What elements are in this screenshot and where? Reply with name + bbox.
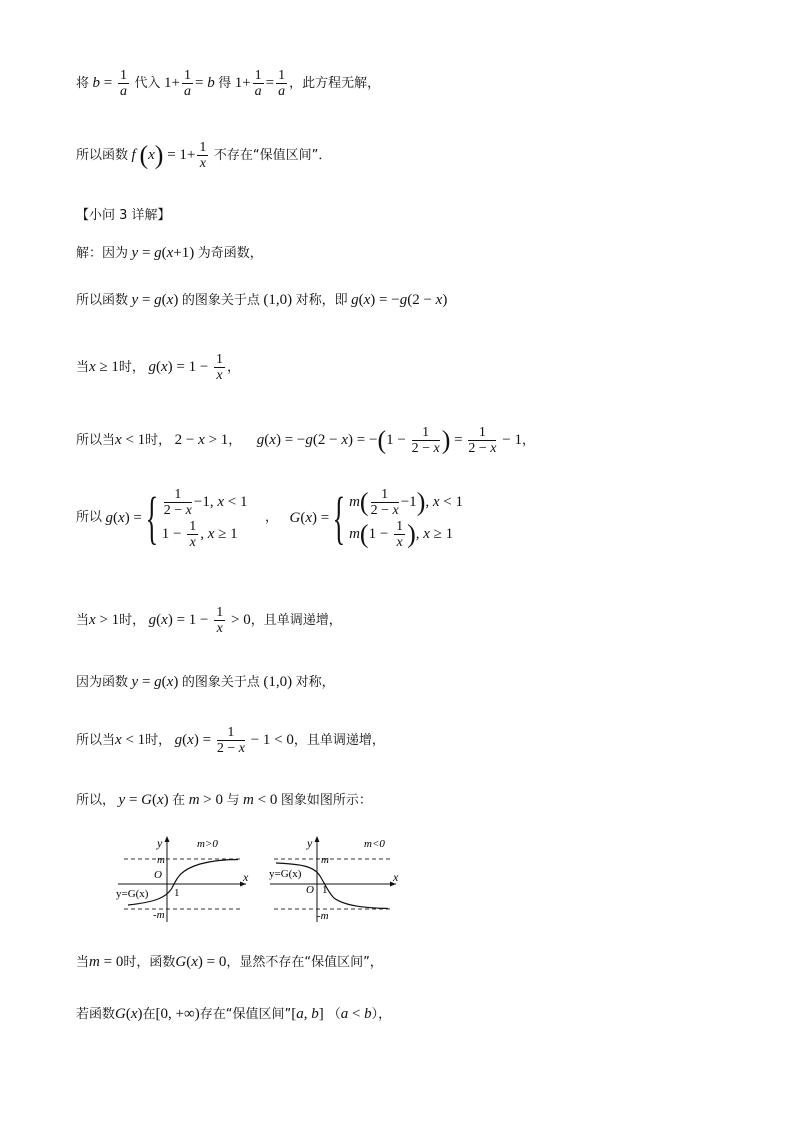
cases-G: m( $\frac{1}{2 - x}$ −1), x < 1 m(1 − $\frac{1}{x}$ ), x ≥ 1 xyxy=(349,487,463,551)
text: 对称， xyxy=(295,675,335,690)
text: （ xyxy=(327,1007,341,1022)
text-line-6 xyxy=(76,352,240,383)
m-label: m xyxy=(157,854,165,866)
text: 在 xyxy=(172,793,186,808)
math: 1+ $\frac{1}{a}$ = $\frac{1}{a}$ xyxy=(234,68,286,99)
math: a < b xyxy=(340,1006,372,1022)
text: ，且单调递增， xyxy=(293,732,385,748)
math: y = g(x+1) xyxy=(131,245,195,261)
graphs-figure xyxy=(110,826,410,926)
math: [0, +∞) xyxy=(155,1006,200,1022)
text: 当 xyxy=(76,955,90,970)
text: 时， xyxy=(145,432,172,448)
text-line-9 xyxy=(76,605,342,636)
text-line-5 xyxy=(76,290,447,311)
math: y = g(x) xyxy=(131,292,179,308)
text: 对称，即 xyxy=(295,293,348,308)
math: m > 0 xyxy=(188,792,223,808)
text: ， xyxy=(521,432,535,448)
curve-label: y=G(x) xyxy=(116,888,149,900)
condition-label: m<0 xyxy=(364,838,385,850)
text: ，且单调递增， xyxy=(250,612,342,628)
text: 所以函数 xyxy=(76,147,129,163)
math: g(x) = 1 − $\frac{1}{x}$ > 0 xyxy=(148,605,251,636)
text-line-7 xyxy=(76,425,535,456)
text: 与 xyxy=(226,793,240,808)
x-label: x xyxy=(243,870,249,884)
text: ， xyxy=(228,432,242,448)
text: 所以 xyxy=(76,510,103,525)
math: g(x) = xyxy=(105,510,142,526)
math: b = $\frac{1}{a}$ xyxy=(92,68,127,99)
math: y = g(x) xyxy=(131,674,179,690)
y-axis-arrow xyxy=(165,836,170,842)
text-line-4 xyxy=(76,243,263,264)
text: ，显然不存在“保值区间”， xyxy=(226,955,383,970)
text: 当 xyxy=(76,612,90,628)
neg-m-label: -m xyxy=(317,910,329,922)
text: 的图象关于点 xyxy=(181,293,260,308)
text: 为奇函数， xyxy=(197,246,263,261)
text: 的图象关于点 xyxy=(181,675,260,690)
text: 所以， xyxy=(76,793,116,808)
math: x < 1 xyxy=(115,431,146,448)
math: (1,0) xyxy=(263,674,293,690)
curve-label: y=G(x) xyxy=(269,868,302,880)
math: G(x) = xyxy=(289,510,330,526)
math: g(x) = 1 − $\frac{1}{x}$ xyxy=(148,352,224,383)
text: 【小问 3 详解】 xyxy=(76,208,171,223)
text: 所以当 xyxy=(76,432,116,448)
text-line-8 xyxy=(76,486,463,566)
text: 时， xyxy=(119,612,146,628)
text-line-2 xyxy=(76,140,331,171)
text-line-1 xyxy=(76,68,380,99)
math: g(x) = $\frac{1}{2 - x}$ − 1 < 0 xyxy=(174,725,294,756)
text: 因为函数 xyxy=(76,675,129,690)
math: x ≥ 1 xyxy=(89,358,119,375)
text-line-14 xyxy=(76,1004,391,1025)
text: 代入 xyxy=(134,75,161,91)
condition-label: m>0 xyxy=(197,838,218,850)
text-line-10 xyxy=(76,672,335,693)
math: g(x) = −g(2 − x) xyxy=(351,292,448,308)
math: 2 − x > 1 xyxy=(174,431,229,448)
text: 所以当 xyxy=(76,732,116,748)
text: 得 xyxy=(218,75,232,91)
text: 解：因为 xyxy=(76,246,129,261)
math: x > 1 xyxy=(89,611,120,628)
math: m < 0 xyxy=(243,792,278,808)
text: 若函数 xyxy=(76,1007,116,1022)
text: 将 xyxy=(76,75,90,91)
text: ）， xyxy=(371,1007,392,1022)
one-label: 1 xyxy=(174,887,180,899)
math: [a, b] xyxy=(291,1006,324,1022)
math: G(x) = 0 xyxy=(175,954,227,970)
text: 在 xyxy=(142,1007,156,1022)
neg-m-label: -m xyxy=(153,909,165,921)
text: 当 xyxy=(76,359,90,375)
text: 图象如图所示： xyxy=(280,793,372,808)
brace: { xyxy=(332,485,346,550)
text: ， xyxy=(264,510,278,525)
math: m = 0 xyxy=(89,954,124,970)
text: ， xyxy=(227,359,241,375)
section-heading xyxy=(76,206,171,226)
origin-label: O xyxy=(306,884,314,896)
y-axis-arrow xyxy=(315,836,320,842)
m-label: m xyxy=(321,854,329,866)
math: (1,0) xyxy=(263,292,293,308)
text: 不存在“保值区间”． xyxy=(213,147,332,163)
math: g(x) = −g(2 − x) = −(1 − $\frac{1}{2 - x}$ ) = $\frac{1}{2 - x}$ − 1 xyxy=(256,425,522,456)
graph-left xyxy=(116,836,249,922)
math: 1+ $\frac{1}{a}$ = b xyxy=(164,68,215,99)
text-line-12 xyxy=(76,790,372,811)
text: 所以函数 xyxy=(76,293,129,308)
math: G(x) xyxy=(115,1006,143,1022)
cases-g: $\frac{1}{2 - x}$ −1, x < 1 1 − $\frac{1}{x}$ , x ≥ 1 xyxy=(161,487,248,551)
text-line-11 xyxy=(76,725,385,756)
graph-right xyxy=(269,836,399,922)
text: 时， xyxy=(118,359,145,375)
text: ，此方程无解， xyxy=(289,75,381,91)
math: x < 1 xyxy=(115,731,146,748)
brace: { xyxy=(145,485,159,550)
x-label: x xyxy=(393,870,399,884)
text: 时， xyxy=(145,732,172,748)
y-label: y xyxy=(307,836,313,850)
one-label: 1 xyxy=(322,884,328,896)
math: f (x) = 1+ $\frac{1}{x}$ xyxy=(131,140,207,171)
math: y = G(x) xyxy=(118,792,169,808)
text: 时，函数 xyxy=(123,955,176,970)
text-line-13 xyxy=(76,952,383,973)
text: 存在“保值区间” xyxy=(199,1007,292,1022)
y-label: y xyxy=(157,836,163,850)
origin-label: O xyxy=(154,869,162,881)
